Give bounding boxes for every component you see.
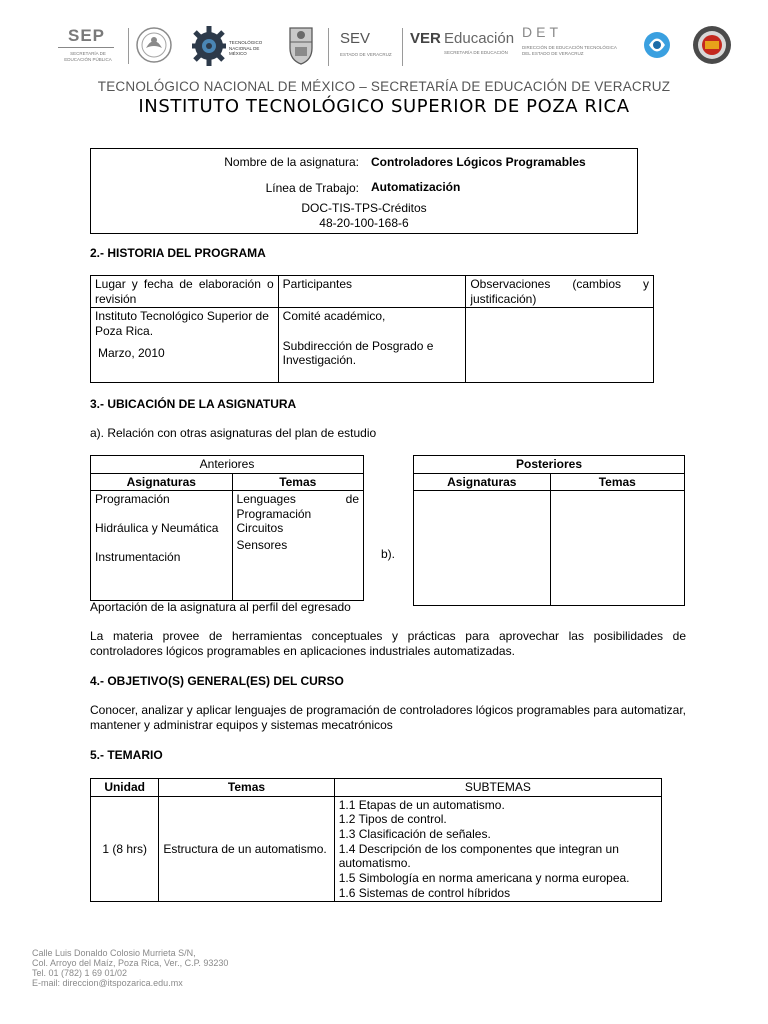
work-line-label: Línea de Trabajo:: [265, 181, 359, 195]
relation-text: a). Relación con otras asignaturas del plan de estudio: [90, 426, 377, 440]
section-4-heading: 4.- OBJETIVO(S) GENERAL(ES) DEL CURSO: [90, 674, 344, 688]
syllabus-col-subtopics: SUBTEMAS: [334, 779, 661, 797]
history-participants-cell: [278, 308, 466, 383]
history-header-participants: Participantes: [278, 276, 466, 308]
sev-logo-sub: ESTADO DE VERACRUZ: [340, 52, 392, 57]
ver-logo-bold: VER: [410, 30, 441, 47]
work-line-value: Automatización: [371, 180, 461, 194]
course-code-value: 48-20-100-168-6: [319, 216, 409, 230]
supertitle: TECNOLÓGICO NACIONAL DE MÉXICO – SECRETARÍA DE EDUCACIÓN DE VERACRUZ: [97, 79, 671, 94]
header-logos: [0, 18, 768, 74]
objective-text: Conocer, analizar y aplicar lenguajes de programación de controladores lógicos programables para automatizar, mantener y administrar equipos y sistemas mecatrónicos: [90, 703, 686, 732]
previous-subject-3: Instrumentación: [95, 550, 181, 564]
sep-logo: [48, 18, 128, 74]
det-logo-sub1: DIRECCIÓN DE EDUCACIÓN TECNOLÓGICA: [522, 45, 617, 50]
history-place-cell: [91, 308, 279, 383]
history-participant-2: Subdirección de Posgrado e Investigación.: [282, 338, 434, 367]
det-logo-sub2: DEL ESTADO DE VERACRUZ: [522, 51, 584, 56]
previous-col-topics: Temas: [232, 473, 363, 491]
table-header-row: [91, 779, 662, 797]
b-label: b).: [381, 547, 396, 561]
subtopic-item: 1.5 Simbología en norma americana y norma europea.: [338, 871, 630, 886]
subtopic-item: 1.6 Sistemas de control híbridos: [338, 885, 511, 900]
gear-icon: [192, 20, 226, 72]
footer-line-1: Calle Luis Donaldo Colosio Murrieta S/N,: [32, 948, 196, 958]
logo-divider: [128, 28, 129, 64]
table-row: [414, 491, 685, 606]
syllabus-col-topics: Temas: [159, 779, 334, 797]
previous-topics-cell: [232, 491, 363, 601]
tecnm-line2: NACIONAL DE MÉXICO: [229, 46, 260, 56]
ver-logo-sub: SECRETARÍA DE EDUCACIÓN: [444, 50, 508, 55]
veracruz-shield-logo: [284, 18, 318, 74]
course-name-label: Nombre de la asignatura:: [224, 155, 359, 169]
previous-topic-2: Circuitos: [236, 521, 284, 535]
ver-logo-rest: Educación: [444, 30, 515, 47]
course-code-label: DOC-TIS-TPS-Créditos: [301, 201, 427, 215]
itspr-seal-logo: [690, 18, 734, 74]
sep-logo-sub2: EDUCACIÓN PÚBLICA: [64, 57, 112, 62]
footer-address: [32, 948, 228, 988]
shield-icon: [284, 18, 318, 74]
history-date: Marzo, 2010: [98, 346, 165, 360]
history-header-place: Lugar y fecha de elaboración o revisión: [91, 276, 279, 308]
previous-subject-1: Programación: [95, 492, 170, 506]
table-header-row: [91, 276, 654, 308]
table-row: [91, 308, 654, 383]
syllabus-unit-cell: 1 (8 hrs): [91, 796, 159, 902]
subtopic-item: 1.2 Tipos de control.: [338, 812, 447, 827]
table-row: [91, 796, 662, 902]
det-logo-text: DET: [522, 24, 562, 40]
history-place: Instituto Tecnológico Superior de Poza Rica.: [95, 309, 269, 338]
previous-subjects-cell: [91, 491, 233, 601]
subtopic-item: 1.4 Descripción de los componentes que integran un automatismo.: [338, 841, 619, 871]
sep-logo-sub1: SECRETARÍA DE: [70, 51, 106, 56]
course-name-value: Controladores Lógicos Programables: [371, 155, 586, 169]
next-subjects-cell: [414, 491, 551, 606]
history-observations-cell: [466, 308, 654, 383]
course-info-box: [90, 148, 638, 234]
next-col-subjects: Asignaturas: [414, 473, 551, 491]
history-header-observations: Observaciones (cambios y justificación): [466, 276, 654, 308]
subtopic-item: 1.1 Etapas de un automatismo.: [338, 797, 505, 812]
section-2-heading: 2.- HISTORIA DEL PROGRAMA: [90, 246, 266, 260]
logo-divider: [328, 28, 329, 66]
page-title: INSTITUTO TECNOLÓGICO SUPERIOR DE POZA RICA: [138, 96, 630, 117]
table-header-row: [414, 473, 685, 491]
institute-seal-icon: [690, 18, 734, 74]
syllabus-col-unit: Unidad: [91, 779, 159, 797]
history-participant-1: Comité académico,: [282, 309, 386, 323]
logo-divider: [402, 28, 403, 66]
previous-topic-3: Sensores: [236, 537, 288, 552]
syllabus-subtopics-cell: [334, 796, 661, 902]
ver-educacion-logo: [410, 18, 515, 74]
sev-logo: [338, 18, 402, 74]
previous-col-subjects: Asignaturas: [91, 473, 233, 491]
sep-logo-text: SEP: [68, 26, 106, 45]
next-title: Posteriores: [414, 456, 685, 474]
emblem-icon: [640, 18, 674, 74]
next-topics-cell: [550, 491, 684, 606]
footer-line-2: Col. Arroyo del Maíz, Poza Rica, Ver., C.P. 93230: [32, 958, 229, 968]
contribution-heading: Aportación de la asignatura al perfil del egresado: [90, 600, 351, 614]
subtopic-item: 1.3 Clasificación de señales.: [338, 826, 491, 841]
national-seal-logo: [134, 18, 174, 74]
footer-line-4: E-mail: direccion@itspozarica.edu.mx: [32, 978, 183, 988]
table-header-row: [414, 456, 685, 474]
footer-line-3: Tel. 01 (782) 1 69 01/02: [32, 968, 128, 978]
previous-subject-2: Hidráulica y Neumática: [95, 520, 219, 535]
tecnm-line1: TECNOLÓGICO: [229, 40, 263, 45]
previous-subjects-table: [90, 455, 364, 601]
previous-topic-1: Lenguages de Programación: [236, 492, 359, 521]
history-table: [90, 275, 654, 383]
tecnm-logo: [192, 18, 272, 74]
section-5-heading: 5.- TEMARIO: [90, 748, 163, 762]
table-header-row: [91, 456, 364, 474]
contribution-text: La materia provee de herramientas conceptuales y prácticas para aprovechar las posibilidades de controladores lógicos programables en aplicaciones industriales automatizadas.: [90, 629, 686, 658]
syllabus-topic-cell: Estructura de un automatismo.: [159, 796, 334, 902]
next-col-topics: Temas: [550, 473, 684, 491]
syllabus-table: [90, 778, 662, 902]
previous-title: Anteriores: [91, 456, 364, 474]
eagle-seal-icon: [134, 18, 174, 74]
blue-emblem-logo: [640, 18, 674, 74]
table-header-row: [91, 473, 364, 491]
table-row: [91, 491, 364, 601]
sev-logo-text: SEV: [340, 30, 371, 47]
next-subjects-table: [413, 455, 685, 606]
det-logo: [522, 18, 638, 74]
section-3-heading: 3.- UBICACIÓN DE LA ASIGNATURA: [90, 397, 297, 411]
